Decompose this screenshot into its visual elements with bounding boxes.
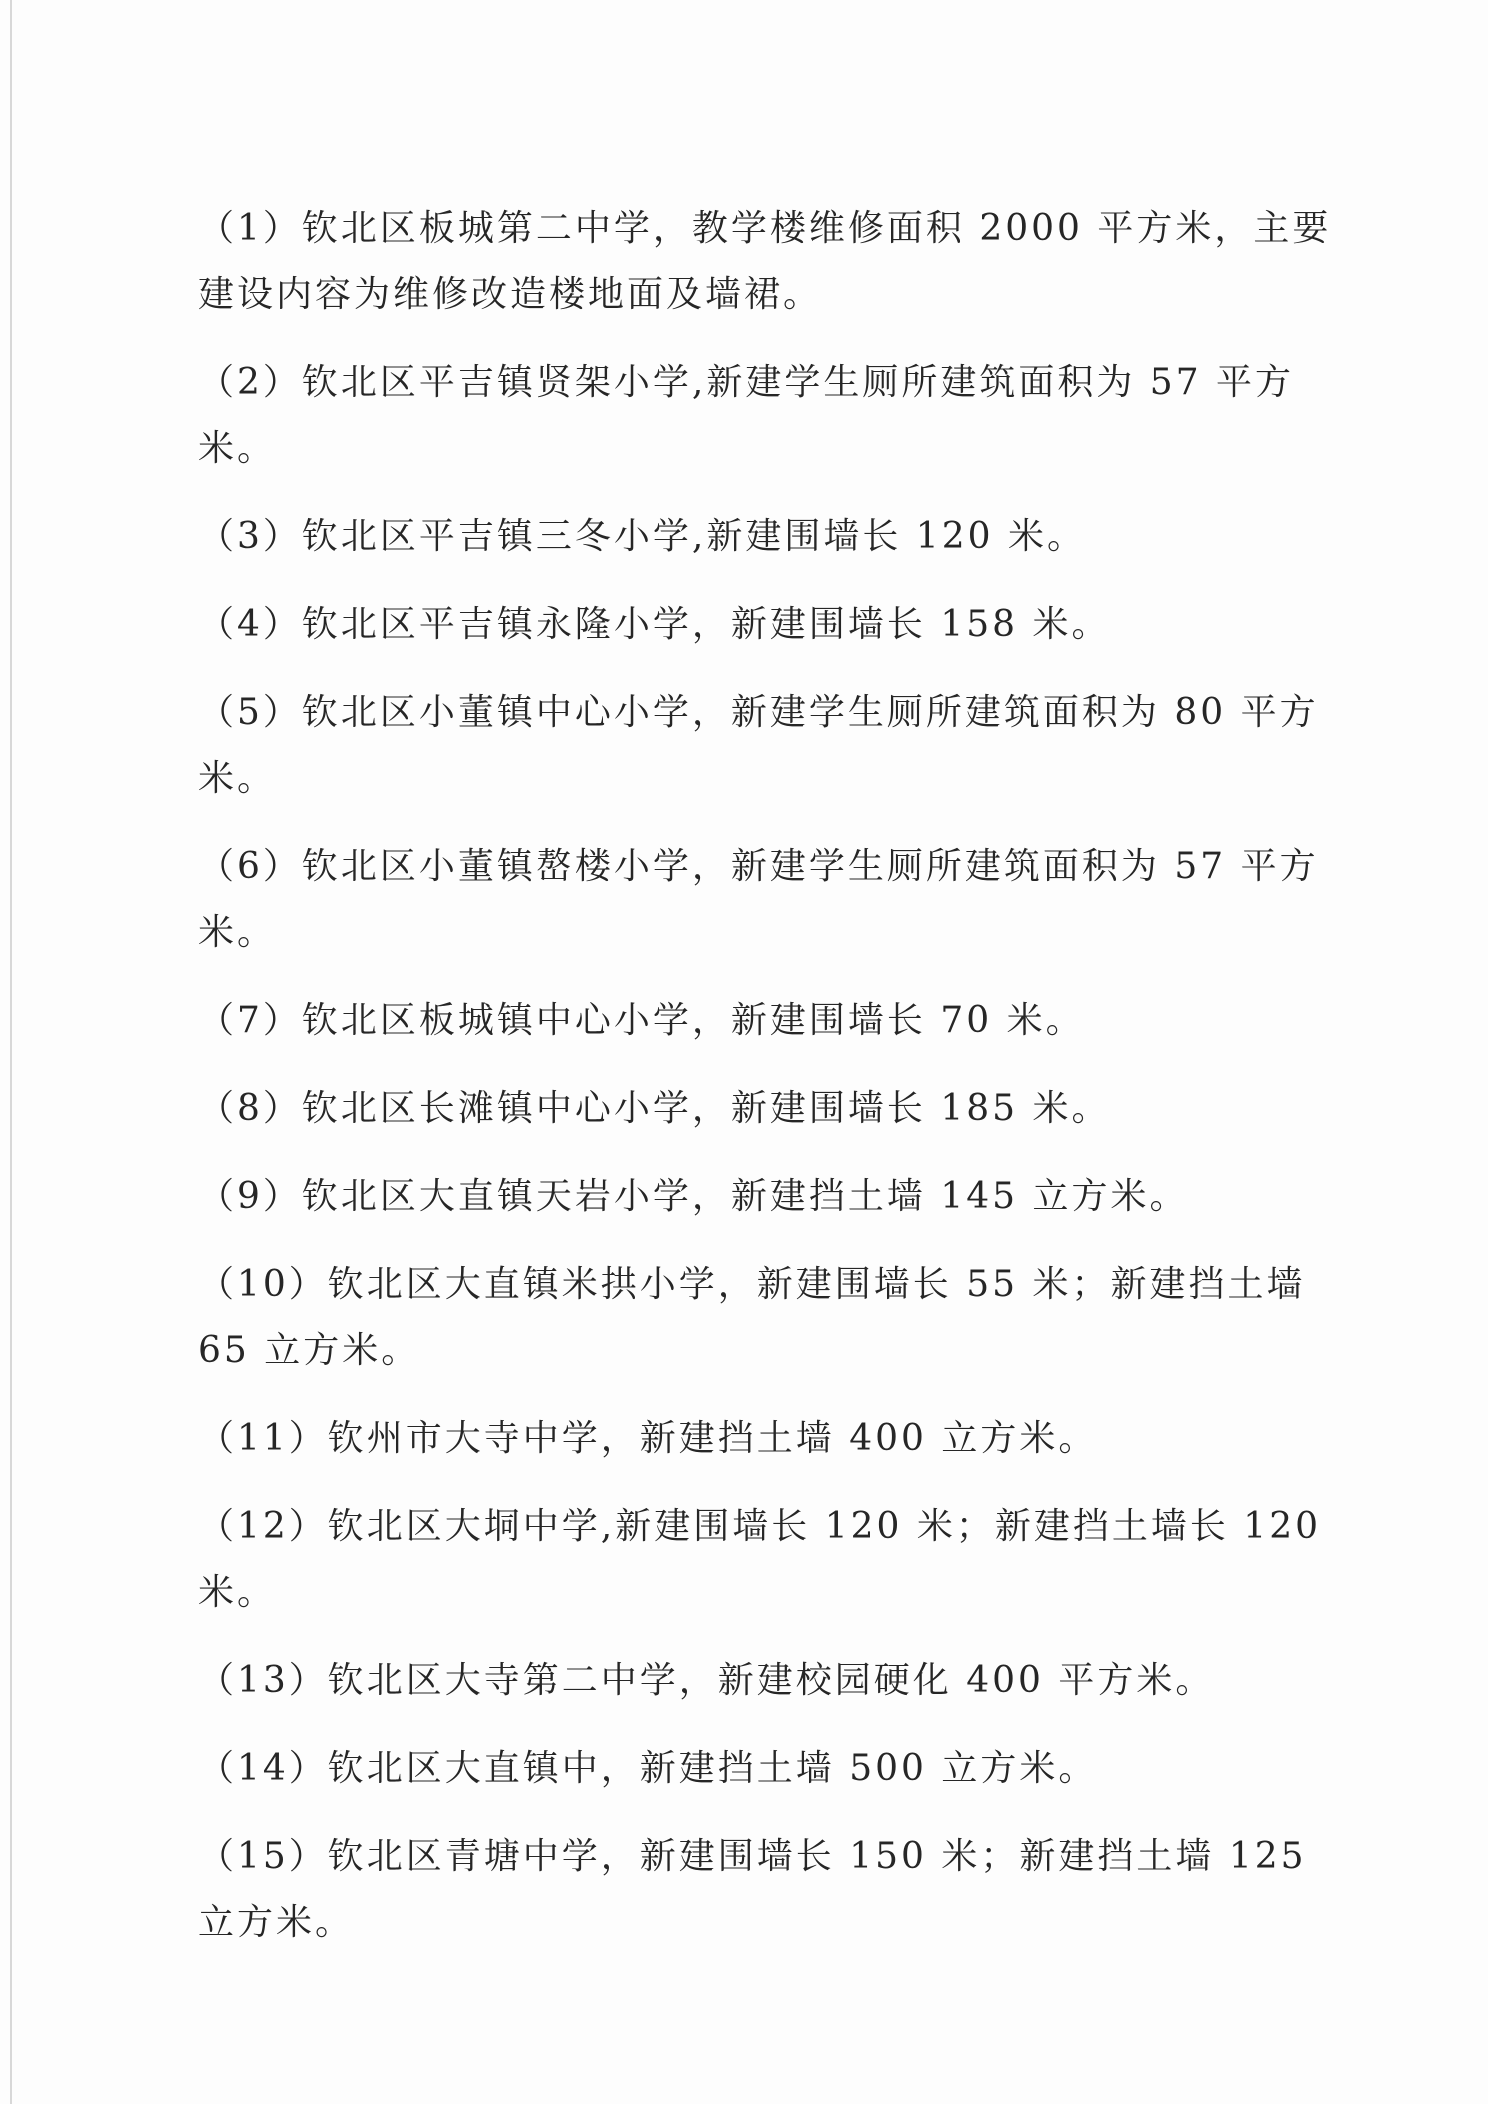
list-item: （6）钦北区小董镇嶅楼小学，新建学生厕所建筑面积为 57 平方米。 bbox=[198, 846, 1319, 953]
list-item: （7）钦北区板城镇中心小学，新建围墙长 70 米。 bbox=[198, 1000, 1085, 1041]
list-item: （11）钦州市大寺中学，新建挡土墙 400 立方米。 bbox=[198, 1418, 1098, 1459]
list-item: （13）钦北区大寺第二中学，新建校园硬化 400 平方米。 bbox=[198, 1660, 1215, 1701]
list-item: （3）钦北区平吉镇三冬小学,新建围墙长 120 米。 bbox=[198, 516, 1086, 557]
list-item: （12）钦北区大垌中学,新建围墙长 120 米；新建挡土墙长 120 米。 bbox=[198, 1506, 1322, 1613]
list-item: （14）钦北区大直镇中，新建挡土墙 500 立方米。 bbox=[198, 1748, 1098, 1789]
list-item: （1）钦北区板城第二中学，教学楼维修面积 2000 平方米，主要建设内容为维修改造楼地面及墙裙。 bbox=[198, 208, 1332, 315]
list-item: （10）钦北区大直镇米拱小学，新建围墙长 55 米；新建挡土墙 65 立方米。 bbox=[198, 1264, 1306, 1371]
list-item: （2）钦北区平吉镇贤架小学,新建学生厕所建筑面积为 57 平方米。 bbox=[198, 362, 1295, 469]
list-item: （5）钦北区小董镇中心小学，新建学生厕所建筑面积为 80 平方米。 bbox=[198, 692, 1319, 799]
scan-edge-line bbox=[10, 0, 12, 2104]
list-item: （8）钦北区长滩镇中心小学，新建围墙长 185 米。 bbox=[198, 1088, 1111, 1129]
list-item: （15）钦北区青塘中学，新建围墙长 150 米；新建挡土墙 125 立方米。 bbox=[198, 1836, 1307, 1943]
list-item: （9）钦北区大直镇天岩小学，新建挡土墙 145 立方米。 bbox=[198, 1176, 1189, 1217]
document-body bbox=[198, 196, 1338, 1978]
list-item: （4）钦北区平吉镇永隆小学，新建围墙长 158 米。 bbox=[198, 604, 1111, 645]
